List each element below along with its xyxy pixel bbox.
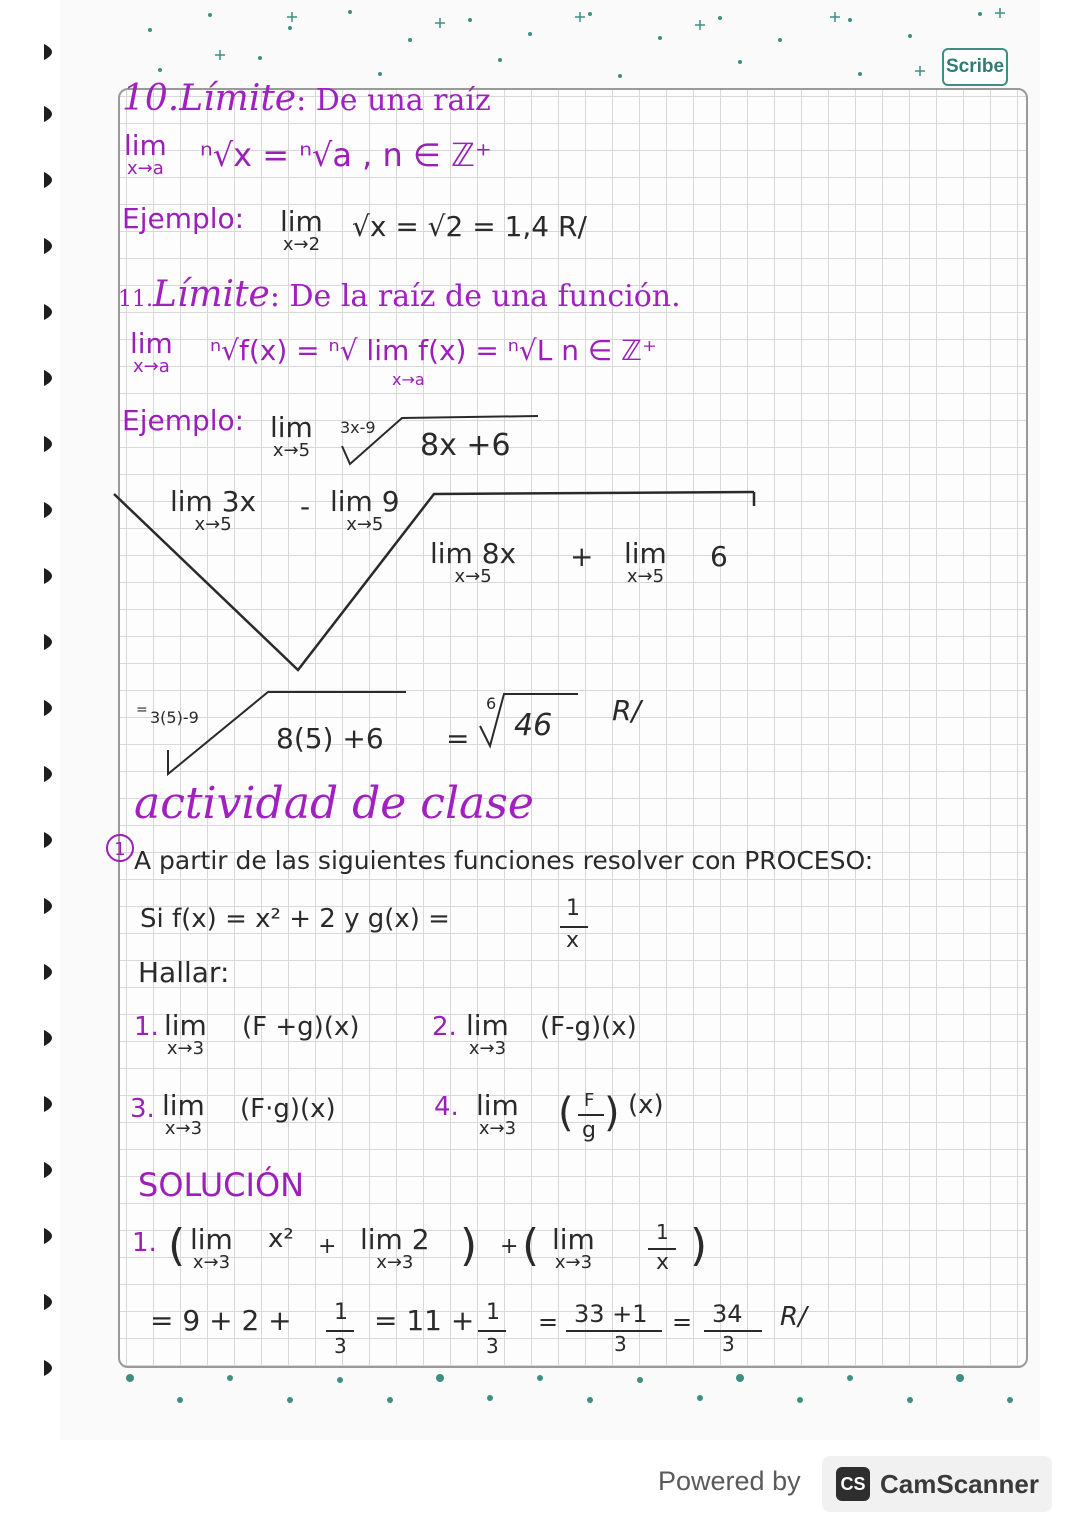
section11-example-label: Ejemplo:: [122, 404, 245, 437]
lim-word: lim: [124, 129, 167, 162]
lim-word: lim: [190, 1223, 233, 1256]
solution-step1-frac-num: 1: [656, 1220, 669, 1244]
lim-subscript: x→3: [192, 1252, 231, 1273]
section10-number: 10.: [122, 78, 180, 119]
lim-word: lim: [624, 537, 667, 570]
solution-step2-eq2: =: [672, 1308, 693, 1336]
evaluation-equals-prefix: =: [136, 702, 148, 718]
solution-step1-paren2-open: (: [522, 1220, 540, 1271]
solution-title: SOLUCIÓN: [138, 1166, 305, 1204]
section11-formula-body: ⁿ√f(x) = ⁿ√ lim f(x) = ⁿ√L n ∈ ℤ⁺: [210, 334, 657, 367]
solution-step2-frac1-bar: [326, 1330, 354, 1332]
evaluation-radicand: 8(5) +6: [276, 722, 384, 755]
section11-example-index: 3x-9: [340, 418, 376, 437]
evaluation-result-radicand: 46: [514, 708, 553, 743]
task-4-number: 4.: [434, 1092, 459, 1122]
section11-title: Límite: [153, 274, 270, 315]
lim-subscript: x→5: [626, 566, 665, 587]
lim-subscript: x→5: [454, 566, 492, 587]
lim-word: lim 2: [360, 1223, 430, 1256]
task-3-number: 3.: [130, 1094, 155, 1124]
solution-step1-lim-c: [552, 1223, 595, 1273]
solution-step2-frac3-num: 33 +1: [574, 1300, 648, 1328]
activity-find-label: Hallar:: [138, 956, 230, 989]
lim-subscript: x→5: [346, 514, 384, 535]
task-2-number: 2.: [432, 1012, 457, 1042]
solution-step1-plus: +: [318, 1234, 337, 1259]
section11-heading: [118, 274, 681, 315]
camscanner-name: CamScanner: [880, 1468, 1039, 1499]
section10-example-label: Ejemplo:: [122, 202, 245, 235]
task-2-lim: [466, 1009, 509, 1059]
scribe-logo: Scribe: [942, 48, 1008, 86]
evaluation-equals: =: [446, 722, 470, 755]
section10-heading: [122, 78, 491, 119]
expansion-index-part2: [330, 485, 400, 535]
evaluation-index: 3(5)-9: [150, 708, 199, 727]
lim-word: lim: [476, 1089, 519, 1122]
lim-word: lim: [270, 411, 313, 444]
section10-subtitle: : De una raíz: [296, 83, 491, 118]
task-1-number: 1.: [134, 1012, 159, 1042]
solution-step1-number: 1.: [132, 1228, 157, 1258]
lim-subscript: x→3: [468, 1038, 507, 1059]
task-4-denominator: g: [582, 1118, 596, 1143]
section11-formula-lim: [130, 327, 173, 377]
lim-word: lim: [162, 1089, 205, 1122]
solution-step2-frac1-den: 3: [334, 1334, 347, 1358]
expansion-radicand-part1: [430, 537, 517, 587]
task-4-fraction-bar: [578, 1114, 604, 1116]
activity-title: actividad de clase: [134, 778, 534, 829]
section11-subtitle: : De la raíz de una función.: [269, 279, 681, 314]
section11-example-radicand: 8x +6: [420, 428, 511, 463]
evaluation-result-mark: R/: [612, 694, 641, 727]
solution-step2-frac3-den: 3: [614, 1332, 627, 1356]
solution-step2-eq: =: [538, 1308, 559, 1336]
camscanner-logo-icon: CS: [836, 1467, 870, 1501]
solution-step1-paren-open: (: [168, 1220, 186, 1271]
solution-step1-plus2: +: [500, 1234, 519, 1259]
lim-word: lim: [552, 1223, 595, 1256]
expansion-radicand-part2: [624, 537, 667, 587]
section11-formula-inner-sub: x→a: [392, 370, 425, 389]
section10-example-lim: [280, 205, 323, 255]
task-3-lim: [162, 1089, 205, 1139]
expansion-index-part1: [170, 485, 257, 535]
solution-step2-frac1-num: 1: [334, 1300, 348, 1325]
section10-example-body: √x = √2 = 1,4 R/: [352, 210, 587, 243]
activity-item-number-badge: 1: [106, 834, 134, 862]
task-2-expr: (F-g)(x): [540, 1012, 637, 1042]
solution-step2-mark: R/: [780, 1302, 807, 1332]
lim-word: lim: [466, 1009, 509, 1042]
solution-step2-start: = 9 + 2 +: [150, 1304, 292, 1337]
task-4-numerator: F: [584, 1090, 595, 1111]
section11-number: 11.: [118, 287, 153, 312]
task-1-lim: [164, 1009, 207, 1059]
lim-subscript: x→2: [282, 234, 321, 255]
powered-by-text: Powered by: [658, 1466, 801, 1496]
lim-subscript: x→5: [194, 514, 232, 535]
section11-radical-sign: [338, 410, 548, 470]
solution-step2-frac2-den: 3: [486, 1334, 499, 1358]
solution-step1-paren-close: ): [460, 1220, 478, 1271]
expansion-index-minus: -: [300, 490, 311, 523]
activity-instruction: A partir de las siguientes funciones resolver con PROCESO:: [134, 846, 874, 875]
lim-subscript: x→a: [127, 158, 164, 179]
task-4-right-paren: ): [604, 1090, 620, 1136]
solution-step1-lim-a: [190, 1223, 233, 1273]
solution-step2-frac4-den: 3: [722, 1332, 735, 1356]
solution-step2-frac4-num: 34: [712, 1300, 743, 1328]
expansion-radicand-part2-value: 6: [710, 540, 728, 573]
section11-example-lim: [270, 411, 313, 461]
task-4-left-paren: (: [558, 1090, 574, 1136]
lim-word: lim: [280, 205, 323, 238]
solution-step1-term-a: x²: [268, 1224, 294, 1254]
solution-step1-lim-b: [360, 1223, 430, 1273]
lim-subscript: x→3: [376, 1252, 414, 1273]
lim-word: lim 3x: [170, 485, 257, 518]
lim-word: lim 9: [330, 485, 400, 518]
task-4-lim: [476, 1089, 519, 1139]
solution-step1-paren2-close: ): [690, 1220, 708, 1271]
lim-word: lim: [164, 1009, 207, 1042]
solution-step2-mid: = 11 +: [374, 1304, 475, 1337]
solution-step2-frac2-num: 1: [486, 1300, 500, 1325]
lim-subscript: x→a: [133, 356, 170, 377]
task-1-expr: (F +g)(x): [242, 1012, 360, 1042]
evaluation-result-index: 6: [486, 694, 497, 713]
activity-given: Si f(x) = x² + 2 y g(x) =: [140, 904, 450, 934]
solution-step1-frac-den: x: [656, 1250, 670, 1275]
lim-subscript: x→3: [166, 1038, 205, 1059]
expansion-radicand-plus: +: [570, 540, 594, 573]
task-4-expr-tail: (x): [628, 1090, 664, 1120]
lim-word: lim 8x: [430, 537, 517, 570]
lim-subscript: x→3: [164, 1118, 203, 1139]
task-3-expr: (F·g)(x): [240, 1094, 336, 1124]
lim-subscript: x→5: [272, 440, 311, 461]
activity-g-numerator: 1: [566, 896, 580, 921]
solution-step2-frac2-bar: [478, 1330, 506, 1332]
section10-formula-lim: [124, 129, 167, 179]
lim-subscript: x→3: [478, 1118, 517, 1139]
lim-subscript: x→3: [554, 1252, 593, 1273]
section10-formula-body: ⁿ√x = ⁿ√a , n ∈ ℤ⁺: [200, 136, 492, 174]
section10-title: Límite: [179, 78, 297, 119]
activity-g-denominator: x: [566, 928, 580, 953]
lim-word: lim: [130, 327, 173, 360]
camscanner-badge: [822, 1456, 1052, 1512]
